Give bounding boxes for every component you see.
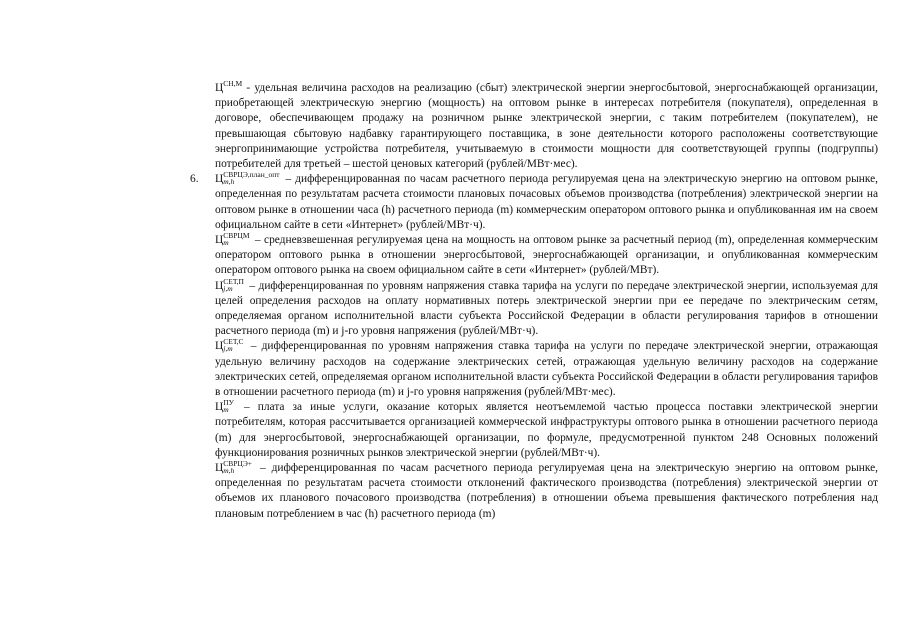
symbol: Ц СЕТ,П j,m	[215, 276, 244, 293]
definition-paragraph: $Ц^{СН,М}$ - удельная величина расходов на реализацию (сбыт) электрической энергии энергосбытовой, энергоснабжающей организации, приобретающей электрическую энергию (мощность) на оптовом рынке в интересах потребителя (покупателя), определенная в договоре, обеспечивающем продажу на розничном рынке электрической энергии, с таким потребителем (покупателем), не превышающая сбытовую надбавку гарантирующего поставщика, в зоне деятельности которого расположены соответствующие энергопринимающие устройства потребителя, учитываемую в стоимости мощности для соответствующей группы (подгруппы) потребителей для третьей – шестой ценовых категорий (рублей/МВт·мес).	[215, 79, 878, 171]
definition-paragraph: Ц СВРЦМ m – средневзвешенная регулируемая цена на мощность на оптовом рынке за расчетный период (m), определенная коммерческим оператором оптового рынка в отношении энергосбытовой, энергоснабжающей организации, и опубликованная коммерческим оператором оптового рынка на своем официальном сайте в сети «Интернет» (рублей/МВт).	[215, 231, 878, 277]
definition-paragraph: Ц СВРЦЭ+ m,h – дифференцированная по часам расчетного периода регулируемая цена на электрическую энергию на оптовом рынке, определенная по результатам расчета стоимости отклонений фактического производства (потребления) электрической энергии от объемов их планового почасового производства (потребления) в отношении объема превышения фактического потребления над плановым потреблением в час (h) расчетного периода (m)	[215, 459, 878, 520]
symbol: $Ц^{СН,М}$	[215, 79, 243, 94]
definition-paragraph: 6. Ц СВРЦЭ,план_опт m,h – дифференцированная по часам расчетного периода регулируемая цена на электрическую энергию на оптовом рынке, определенная по результатам расчета стоимости плановых почасовых объемов производства (потребления) электрической энергии на оптовом рынке в отношении часа (h) расчетного периода (m) коммерческим оператором оптового рынка и опубликованная им на своем официальном сайте в сети «Интернет» (рублей/МВт·ч).	[190, 170, 878, 231]
definition-paragraph: Ц СЕТ,П j,m – дифференцированная по уровням напряжения ставка тарифа на услуги по передаче электрической энергии, используемая для целей определения расходов на оплату нормативных потерь электрической энергии при ее передаче по электрическим сетям, определяемая органом исполнительной власти субъекта Российской Федерации в области регулирования тарифов в отношении расчетного периода (m) и j-го уровня напряжения (рублей/МВт·ч).	[215, 276, 878, 338]
definition-paragraph: Ц ПУ m – плата за иные услуги, оказание которых является неотъемлемой частью процесса поставки электрической энергии потребителям, которая рассчитывается организацией коммерческой инфраструктуры оптового рынка в отношении расчетного периода (m) для энергосбытовой, энергоснабжающей организации, по формуле, предусмотренной пунктом 248 Основных положений функционирования розничных рынков электрической энергии (рублей/МВт·ч).	[215, 398, 878, 459]
symbol: Ц СЕТ,С j,m	[215, 337, 244, 354]
symbol: Ц СВРЦЭ,план_опт m,h	[215, 170, 280, 187]
symbol: Ц СВРЦЭ+ m,h	[215, 459, 253, 476]
symbol: Ц ПУ m	[215, 398, 234, 415]
document-text	[190, 76, 878, 522]
item-number: 6.	[190, 173, 199, 186]
symbol: Ц СВРЦМ m	[215, 231, 250, 248]
definition-paragraph: Ц СЕТ,С j,m – дифференцированная по уровням напряжения ставка тарифа на услуги по передаче электрической энергии, отражающая удельную величину расходов на содержание электрических сетей, отражающая удельную величину расходов на содержание электрических сетей, определяемая органом исполнительной власти субъекта Российской Федерации в области регулирования тарифов в отношении расчетного периода (m) и j-го уровня напряжения (рублей/МВт·мес).	[215, 337, 878, 399]
